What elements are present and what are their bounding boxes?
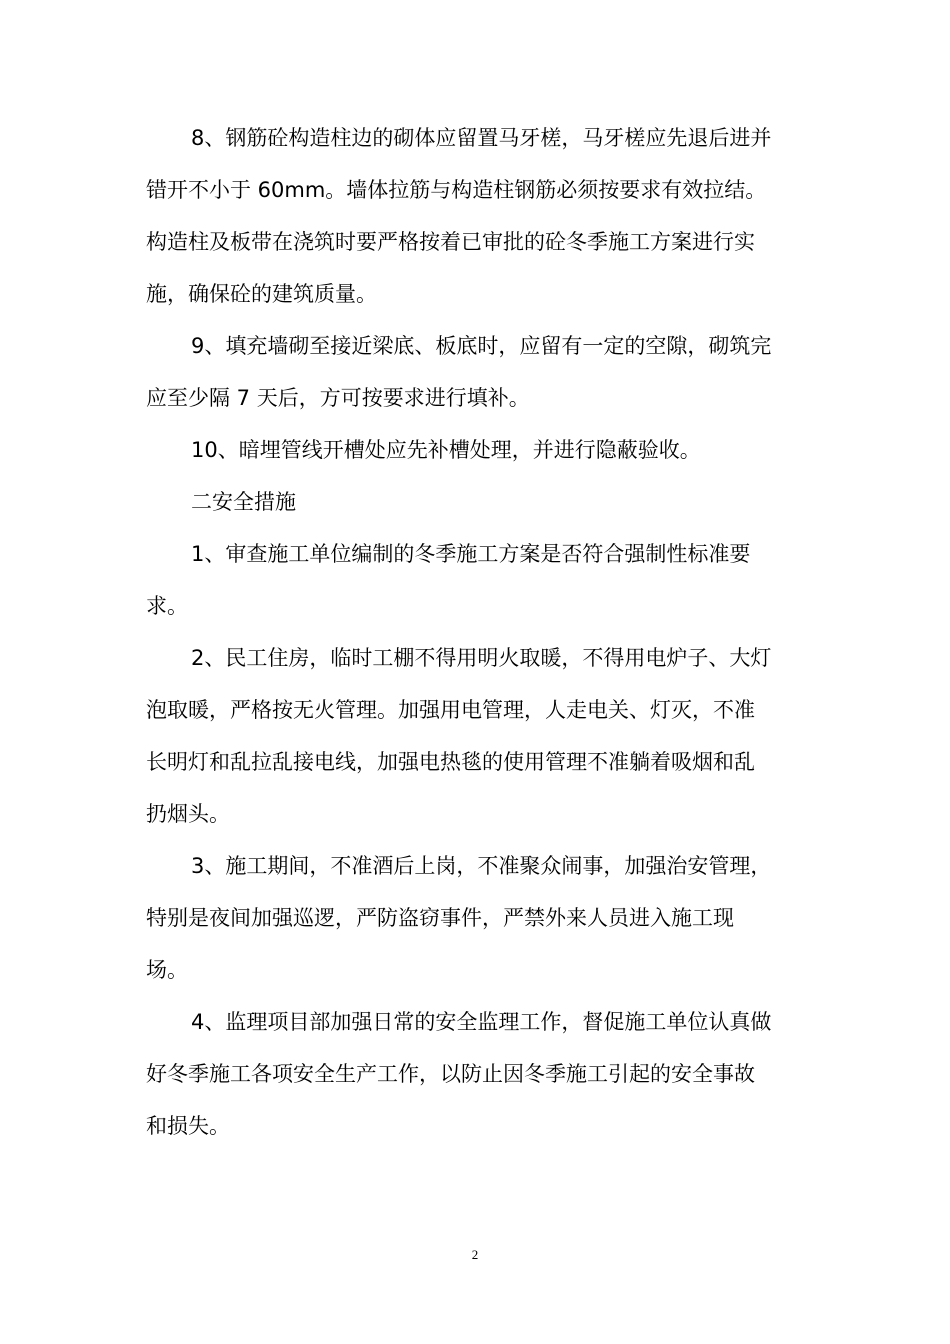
text-line: 8、钢筋砼构造柱边的砌体应留置马牙槎，马牙槎应先退后进并 xyxy=(191,126,772,150)
body-text xyxy=(146,115,808,1155)
text-line: 场。 xyxy=(146,958,188,982)
text-line: 二安全措施 xyxy=(191,490,296,514)
text-line: 特别是夜间加强巡逻，严防盗窃事件，严禁外来人员进入施工现 xyxy=(146,906,734,930)
text-line: 2、民工住房，临时工棚不得用明火取暖，不得用电炉子、大灯 xyxy=(191,646,772,670)
text-line: 施，确保砼的建筑质量。 xyxy=(146,282,377,306)
text-line: 泡取暖，严格按无火管理。加强用电管理，人走电关、灯灭，不准 xyxy=(146,698,755,722)
text-line: 1、审查施工单位编制的冬季施工方案是否符合强制性标准要 xyxy=(191,542,751,566)
text-line: 3、施工期间，不准酒后上岗，不准聚众闹事，加强治安管理， xyxy=(191,854,772,878)
text-line: 应至少隔 7 天后，方可按要求进行填补。 xyxy=(146,386,530,410)
text-line: 和损失。 xyxy=(146,1114,230,1138)
text-line: 4、监理项目部加强日常的安全监理工作，督促施工单位认真做 xyxy=(191,1010,772,1034)
text-line: 求。 xyxy=(146,594,188,618)
text-line: 10、暗埋管线开槽处应先补槽处理，并进行隐蔽验收。 xyxy=(191,438,701,462)
page-number: 2 xyxy=(471,1247,479,1262)
text-line: 错开不小于 60mm。墙体拉筋与构造柱钢筋必须按要求有效拉结。 xyxy=(146,178,767,202)
text-line: 9、填充墙砌至接近梁底、板底时，应留有一定的空隙，砌筑完 xyxy=(191,334,772,358)
text-line: 长明灯和乱拉乱接电线，加强电热毯的使用管理不准躺着吸烟和乱 xyxy=(146,750,755,774)
text-line: 构造柱及板带在浇筑时要严格按着已审批的砼冬季施工方案进行实 xyxy=(146,230,755,254)
text-line: 好冬季施工各项安全生产工作，以防止因冬季施工引起的安全事故 xyxy=(146,1062,755,1086)
text-line: 扔烟头。 xyxy=(146,802,230,826)
